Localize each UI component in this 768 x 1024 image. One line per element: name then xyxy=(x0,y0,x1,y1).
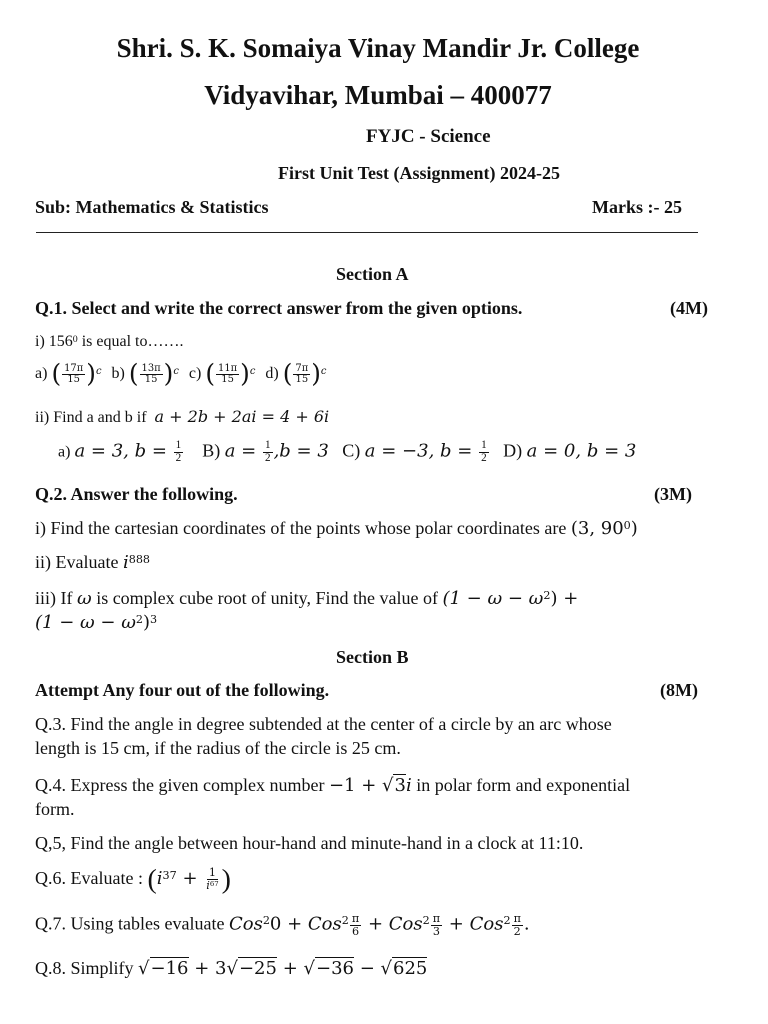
q4-line1: Q.4. Express the given complex number −1 + √3i in polar form and exponential xyxy=(35,775,631,796)
header-divider xyxy=(36,232,698,233)
q1-i-option: b) ( $\frac{13\pi}{15}$ )$^c$ xyxy=(111,359,179,388)
q2-marks: (3M) xyxy=(654,484,692,504)
q6: Q.6. Evaluate : ($i^{37}$ + $\frac{1}{i^{67}}$ ) xyxy=(35,864,231,895)
q1-ii: ii) Find a and b if a + 2b + 2ai = 4 + 6i xyxy=(35,407,330,426)
subject-label: Sub: Mathematics & Statistics xyxy=(35,197,269,217)
q1-ii-options: a) a = 3, b = $\frac{1}{2}$ B) a = $\frac{1}{2}$ ,b = 3 C) a = −3, b = $\frac{1}{2}$ D) a = 0, b = 3 xyxy=(58,439,637,464)
q2-iii-line1: iii) If ω is complex cube root of unity, Find the value of $(1 - \omega - \omega^2)$ + xyxy=(35,588,579,609)
q3-line2: length is 15 cm, if the radius of the circle is 25 cm. xyxy=(35,738,401,758)
q1-i-option: d) ( $\frac{7\pi}{15}$ )$^c$ xyxy=(265,359,327,388)
section-b-marks: (8M) xyxy=(660,680,698,700)
college-name: Shri. S. K. Somaiya Vinay Mandir Jr. College xyxy=(116,33,640,63)
exam-title: First Unit Test (Assignment) 2024-25 xyxy=(278,163,560,183)
college-address: Vidyavihar, Mumbai – 400077 xyxy=(204,80,552,110)
q2-i: i) Find the cartesian coordinates of the points whose polar coordinates are (3, $90^0$) xyxy=(35,518,638,539)
section-b-title: Section B xyxy=(336,647,409,667)
q2-ii: ii) Evaluate $i^{888}$ xyxy=(35,552,151,573)
q1-i: i) $156^0$ is equal to……. xyxy=(35,333,184,350)
q8: Q.8. Simplify √−16 + 3√−25 + √−36 − √625 xyxy=(35,958,428,979)
q5: Q,5, Find the angle between hour-hand and minute-hand in a clock at 11:10. xyxy=(35,833,584,853)
section-a-title: Section A xyxy=(336,264,409,284)
q4-line2: form. xyxy=(35,799,75,819)
q1-heading: Q.1. Select and write the correct answer from the given options. xyxy=(35,298,523,318)
section-b-heading: Attempt Any four out of the following. xyxy=(35,680,330,700)
q2-heading: Q.2. Answer the following. xyxy=(35,484,238,504)
marks-label: Marks :- 25 xyxy=(592,197,682,217)
q1-i-option: a) ( $\frac{17\pi}{15}$ )$^c$ xyxy=(35,359,102,388)
q1-i-options xyxy=(35,359,336,388)
q3-line1: Q.3. Find the angle in degree subtended at the center of a circle by an arc whose xyxy=(35,714,612,734)
q1-i-option: c) ( $\frac{11\pi}{15}$ )$^c$ xyxy=(188,359,256,388)
q1-marks: (4M) xyxy=(670,298,708,318)
class-label: FYJC - Science xyxy=(366,126,491,147)
q2-iii-line2: $(1 - \omega - \omega^2)^3$ xyxy=(35,612,158,633)
q7: Q.7. Using tables evaluate Cos$^2$0 + Cos$^2$ $\frac{\pi}{6}$ + Cos$^2$ $\frac{\pi}{3}$ + Cos$^2$ $\frac{\pi}{2}$ . xyxy=(35,912,530,938)
